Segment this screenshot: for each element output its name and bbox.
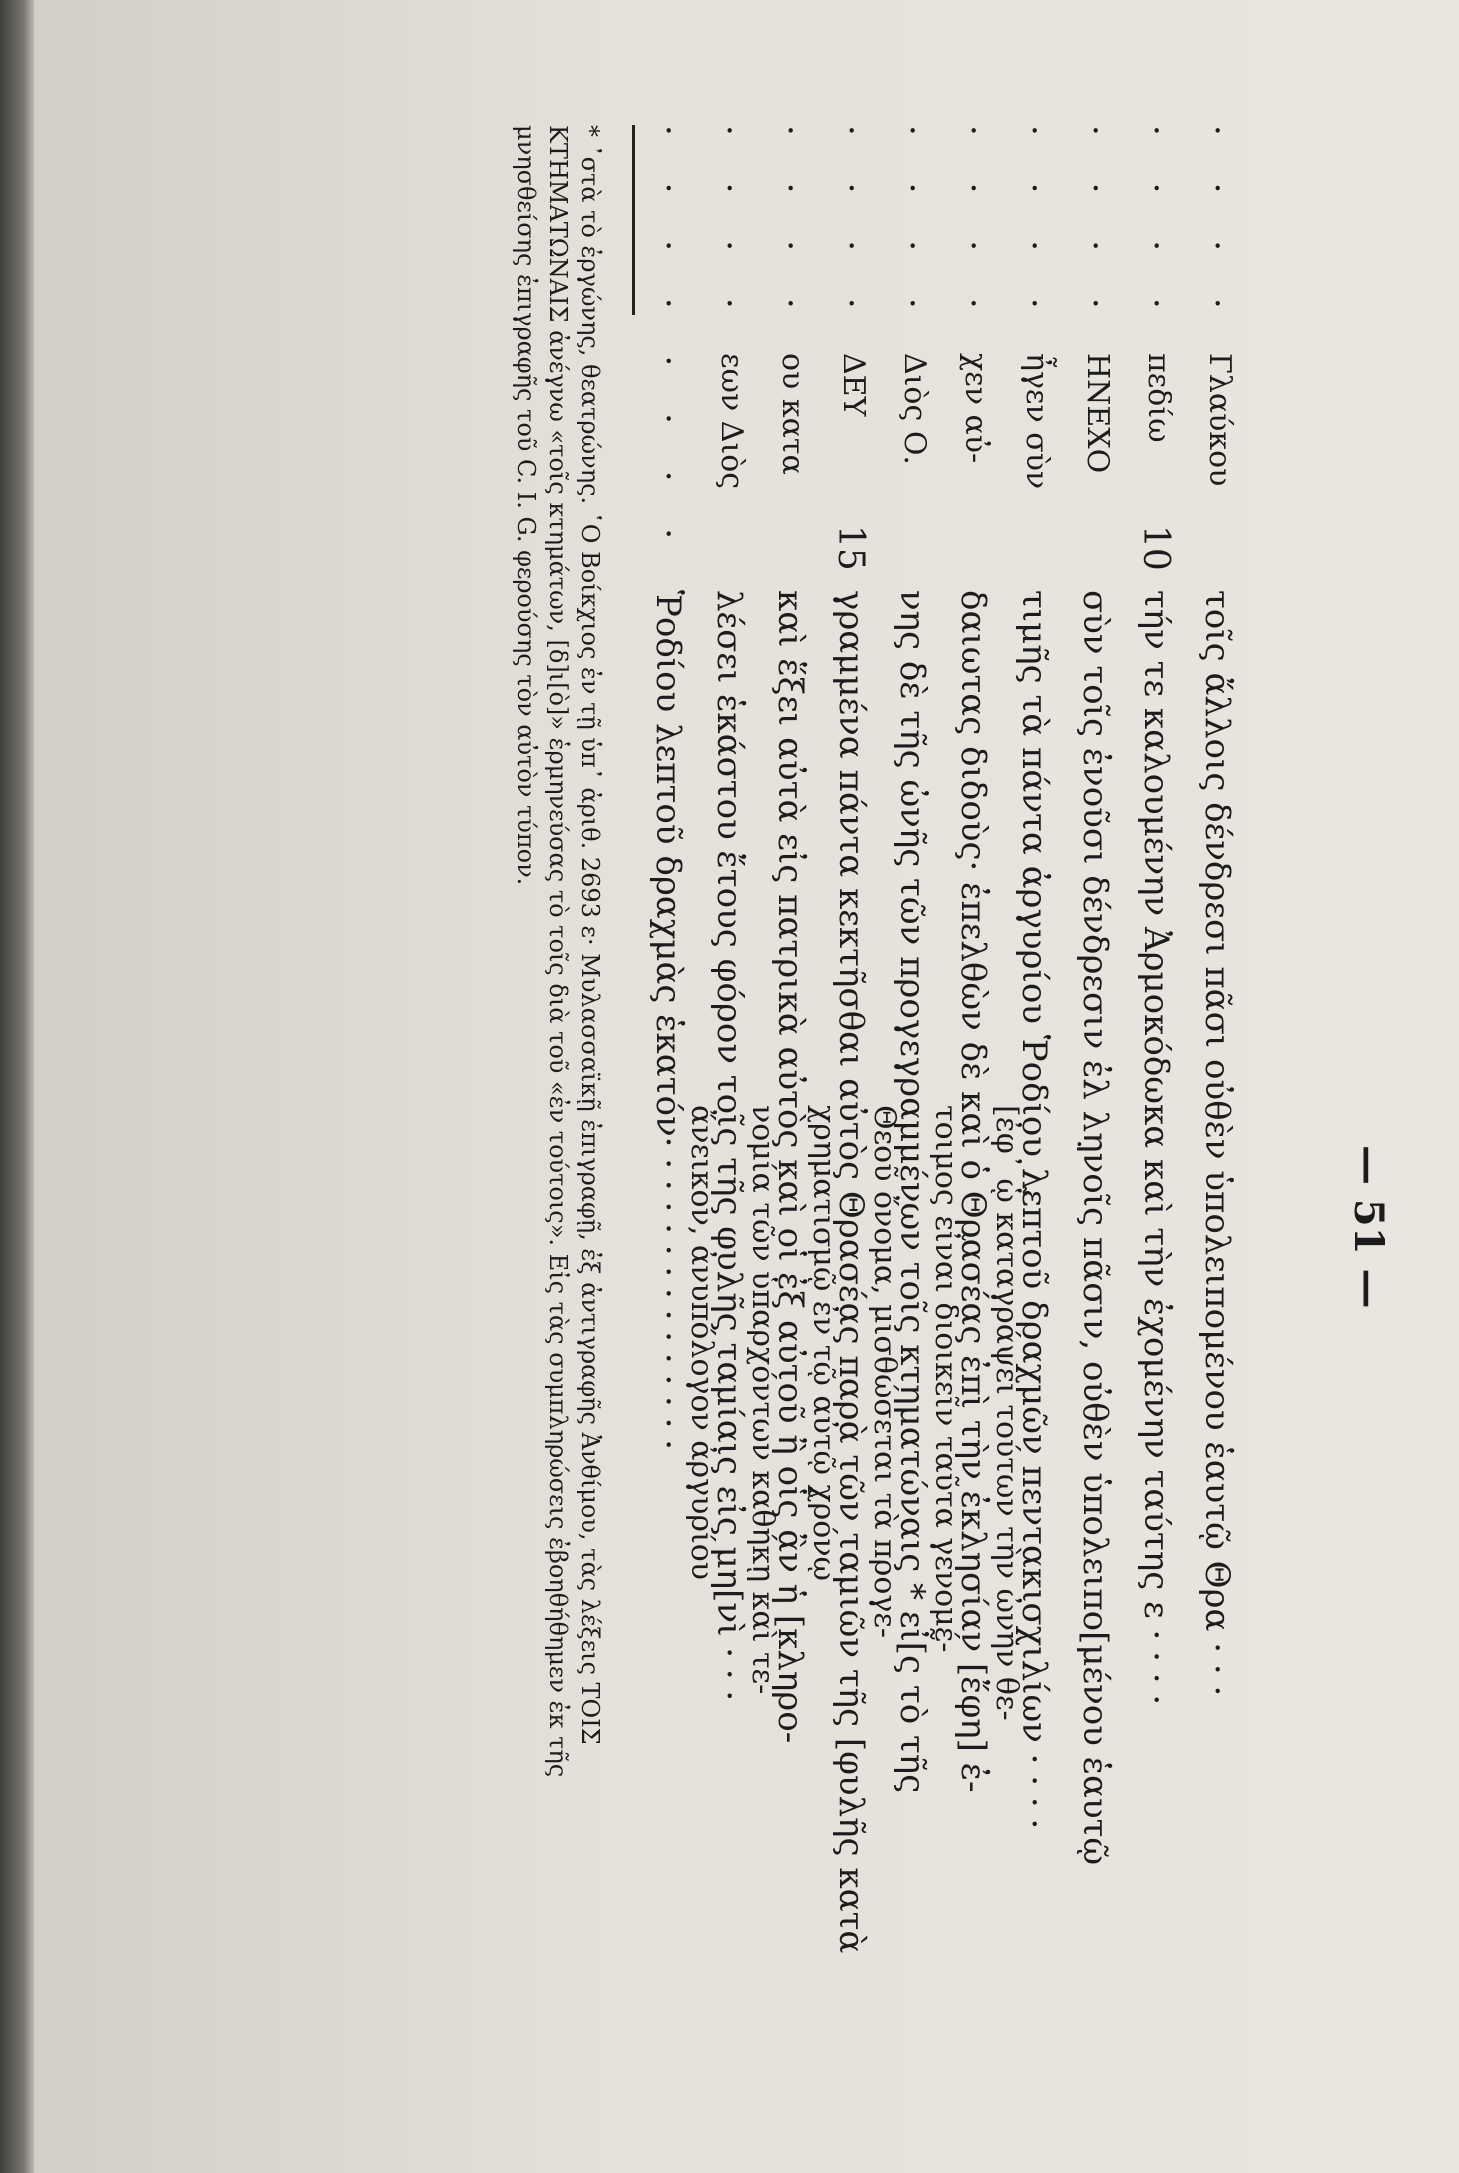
line-number-15: 15: [830, 525, 871, 571]
footnote-line-3: μνησθείσης ἐπιγραφῆς τοῦ C. I. G. φερούσης τὸν αὐτὸν τύπον.: [512, 125, 540, 886]
body-line-7: γραμμένα πάντα κεκτῆσθαι αὐτὸς Θρασέας παρὰ τῶν ταμιῶν τῆς [φυλῆς κατὰ: [831, 590, 871, 1954]
body-line-2: τήν τε καλουμένην Ἀρμοκόδωκα καὶ τὴν ἐχομένην ταύτης ε · · · ·: [1136, 590, 1176, 1706]
left-fragment-5: χεν αὐ-: [958, 353, 993, 464]
left-fragment-7: ΔΕΥ: [836, 353, 871, 417]
leading-dots: · · · ·: [1136, 125, 1176, 327]
inserted-line-2: τοιμος εἶναι διοικεῖν ταῦτα γενομέ-: [928, 1105, 963, 1653]
leading-dots: · · · · · · · ·: [648, 125, 688, 558]
body-line-5: δαιωτας διδοὺς· ἐπελθὼν δὲ καὶ ὁ Θρασέας ἐπὶ τὴν ἐκλησίαν [ἔφη] ἐ-: [953, 590, 993, 1793]
leading-dots: · · · ·: [892, 125, 932, 327]
left-fragment-3: ΗΝΕΧΟ: [1080, 353, 1115, 474]
body-line-4: τιμῆς τὰ πάντα ἀργυρίου Ῥοδίου λεπτοῦ δραχμῶν πεντακισχιλίων · · · ·: [1014, 590, 1054, 1830]
body-line-3: σὺν τοῖς ἐνοῦσι δένδρεσιν ἐλ λη̣νοῖς πᾶσιν, οὐθὲν ὑπολειπο[μένου ἑαυτῷ: [1075, 590, 1115, 1866]
leading-dots: · · · ·: [1075, 125, 1115, 327]
footnote-line-1: * ᾿στὰ τὸ ἐργώνης, θεατρώνης. ῾Ο Βοίκχιος ἐν τῇ ὑπ᾽ ἀριθ. 2693 ε· Μυλασσαϊκῇ ἐπιγραφῇ, ἐξ ἀντιγραφῆς Ἀνθίμου, τὰς λέξεις ΤΟΙΣ: [576, 125, 604, 1745]
footnote-rule: [632, 125, 635, 315]
left-fragment-6: Διὸς Ο.: [897, 353, 932, 465]
line-number-10: 10: [1135, 525, 1176, 571]
inserted-line-1: [ἐφ᾽ ᾧ καταγράψει τούτων τὴν ὠνὴν θε-: [989, 1105, 1024, 1721]
left-fragment-9: εων Διὸς: [714, 353, 749, 490]
inserted-line-6: ἄνεικον, ἀνυπόλογον ἀργυρίου: [684, 1105, 719, 1581]
inserted-line-5: νομία τῶν ὑπαρχόντων καθήκῃ καὶ τε-: [745, 1105, 780, 1695]
inserted-line-4: χρηματισμῷ ἐν τῷ αὐτῷ χρόνῳ: [806, 1105, 841, 1582]
page-number: — 51 —: [1345, 1145, 1392, 1309]
leading-dots: · · · ·: [1197, 125, 1237, 327]
leading-dots: · · · ·: [709, 125, 749, 327]
left-fragment-8: ου κατα: [775, 353, 810, 475]
body-line-9: λέσει ἑκάστου ἔτους φόρον τοῖς τῆς φυλῆς ταμίαις εἰς μη[νὶ · · ·: [709, 590, 749, 1702]
body-line-10: Ῥοδίου λεπτοῦ δραχμὰς ἑκατόν· · · · · · · · · · · · · · ·: [648, 590, 688, 1451]
rotated-text-block: [210, 95, 1440, 2145]
leading-dots: · · · ·: [1014, 125, 1054, 327]
footnote-line-2: ΚΤΗΜΑΤΩΝΑΙΣ ἀνέγνω «τοῖς κτημάτων, [δ]ι[ὸ]» ἑρμηνεύσας τὸ τοῖς διὰ τοῦ «ἐν τούτοις». Εἰς τὰς συμπληρώσεις ἐβοηθήθημεν ἐκ τῆς: [544, 125, 572, 1778]
body-line-8: καὶ ἕξει αὐτὰ εἰς πατρικὰ αὐτὸς καὶ οἱ ἐξ αὐτοῦ ἢ οἷς ἂν ἡ [κληρο-: [770, 590, 810, 1744]
left-fragment-1: Γλαύκου: [1202, 353, 1237, 487]
left-fragment-2: πεδίω: [1141, 353, 1176, 443]
leading-dots: · · · ·: [953, 125, 993, 327]
body-line-1: τοῖς ἄλλοις δένδρεσι πᾶσι οὐθὲν ὑπολειπομένου ἑαυτῷ Θρα · · ·: [1197, 590, 1237, 1697]
book-binding-edge: [0, 0, 34, 2173]
body-line-6: νης δὲ τῆς ὠνῆς τῶν προγεγραμμένων τοῖς κτηματώναις * εἶ[ς τὸ τῆς: [892, 590, 932, 1794]
inserted-line-3: Θεοῦ ὄνομα, μισθώσεται τὰ προγε-: [867, 1105, 902, 1639]
left-fragment-4: ἦγεν σὺν: [1019, 353, 1054, 490]
leading-dots: · · · ·: [770, 125, 810, 327]
leading-dots: · · · ·: [831, 125, 871, 327]
